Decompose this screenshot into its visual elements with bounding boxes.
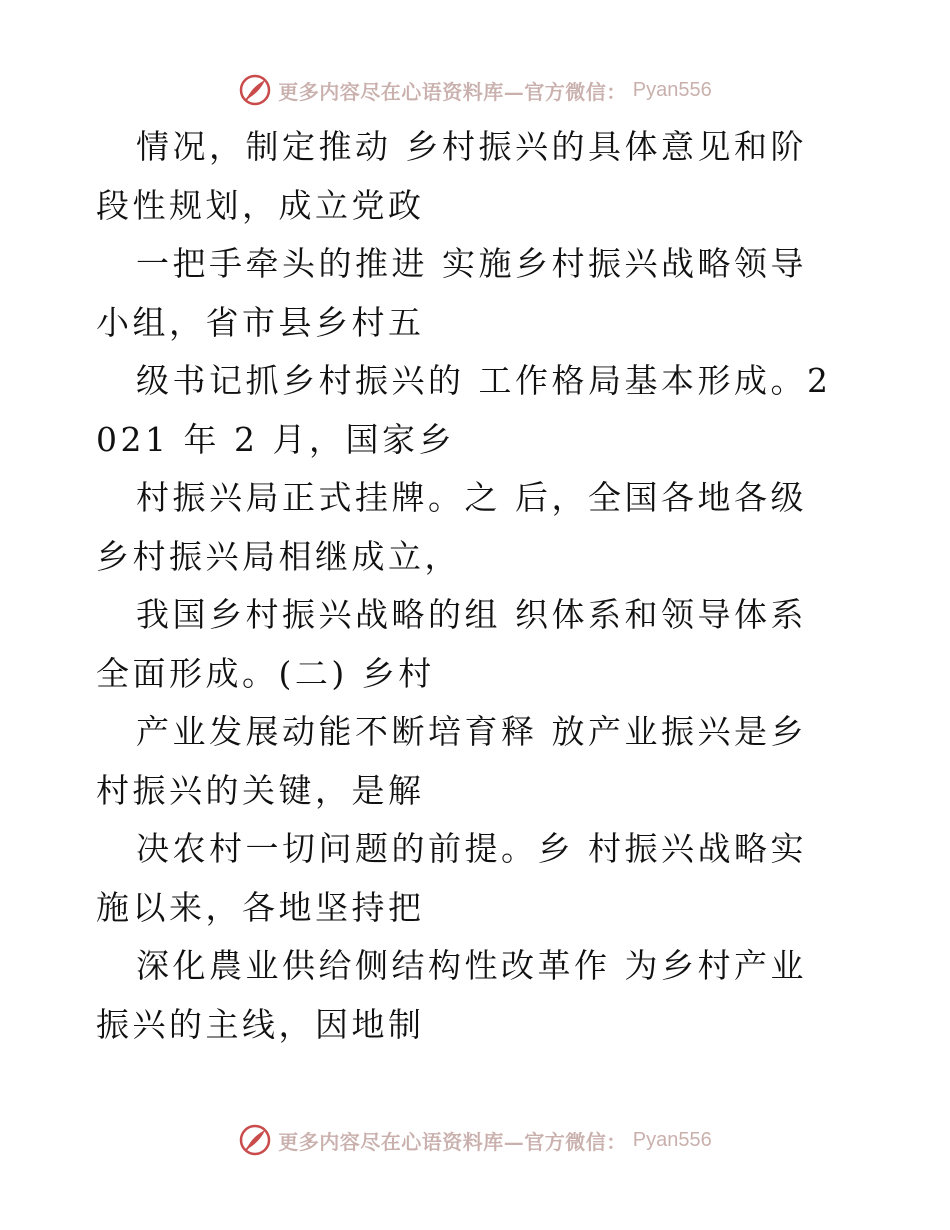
feather-pen-logo-icon <box>238 1123 272 1157</box>
watermark-text: 更多内容尽在心语资料库—官方微信： <box>278 1129 627 1154</box>
paragraph-1: 情况，制定推动 乡村振兴的具体意见和阶段性规划，成立党政 <box>96 127 807 225</box>
footer-watermark <box>0 1120 950 1160</box>
paragraph-7: 决农村一切问题的前提。乡 村振兴战略实施以来，各地坚持把 <box>96 829 807 927</box>
paragraph-5: 我国乡村振兴战略的组 织体系和领导体系全面形成。(二) 乡村 <box>96 595 807 693</box>
feather-pen-logo-icon <box>238 73 272 107</box>
watermark-wechat-id: Pyan556 <box>632 1128 712 1151</box>
paragraph-4: 村振兴局正式挂牌。之 后，全国各地各级乡村振兴局相继成立， <box>96 478 807 576</box>
document-body <box>96 118 836 1054</box>
paragraph-8: 深化農业供给侧结构性改革作 为乡村产业振兴的主线，因地制 <box>96 946 807 1044</box>
header-watermark <box>0 70 950 110</box>
paragraph-2: 一把手牵头的推进 实施乡村振兴战略领导小组，省市县乡村五 <box>96 244 807 342</box>
watermark-wechat-id: Pyan556 <box>632 78 712 101</box>
paragraph-3: 级书记抓乡村振兴的 工作格局基本形成。2021 年 2 月，国家乡 <box>96 361 832 459</box>
paragraph-6: 产业发展动能不断培育释 放产业振兴是乡村振兴的关键，是解 <box>96 712 807 810</box>
watermark-text: 更多内容尽在心语资料库—官方微信： <box>278 79 627 104</box>
